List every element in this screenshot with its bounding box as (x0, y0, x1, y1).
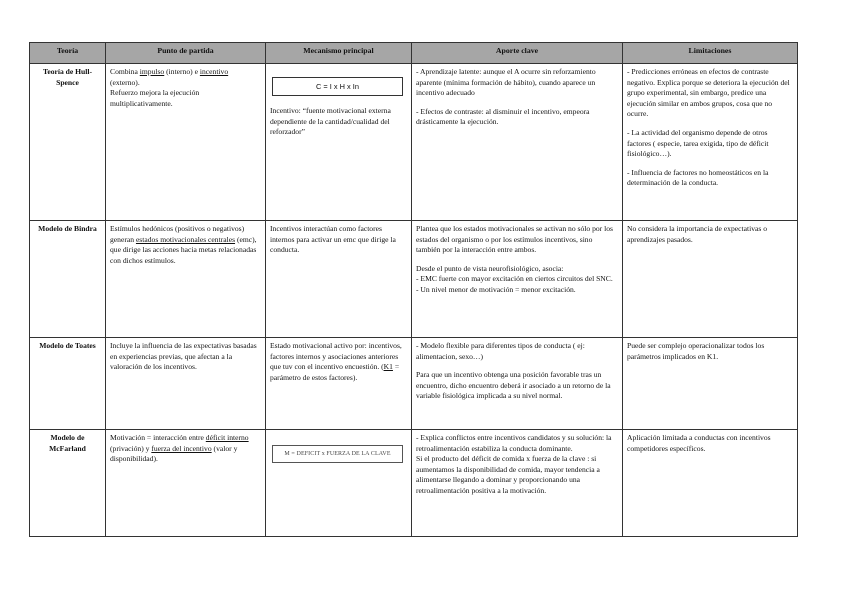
underlined-term: estados motivacionales centrales (135, 234, 236, 244)
punto-text: Incluye la influencia de las expectativas basadas en experiencias previas, que afectan a la valoración de los incentivos. (110, 341, 257, 372)
text: = parámetro de estos factores). (270, 362, 400, 382)
text: (externo). (110, 77, 140, 87)
limitaciones-paragraph: - Predicciones erróneas en efectos de contraste negativo. Explica porque se deteriora la ejecución del grupo experimental, sin embargo, predice una ejecución similar en ambos grupos, cosa que no ocurre. (627, 67, 790, 119)
mecanismo-text: Incentivos interactúan como factores internos para activar un emc que dirige la conducta. (270, 224, 396, 255)
punto-cell (106, 338, 266, 430)
aporte-paragraph: - Efectos de contraste: al disminuir el incentivo, empeora drásticamente la ejecución. (416, 106, 590, 127)
text: Estímulos hedónicos (positivos o negativos) generan (110, 224, 245, 244)
aporte-line: Desde el punto de vista neurofisiológico, asocia: (416, 263, 564, 273)
mecanismo-cell (266, 338, 412, 430)
header-mecanismo-principal: Mecanismo principal (266, 43, 412, 64)
underlined-term: incentivo (199, 67, 229, 76)
aporte-paragraph: Para que un incentivo obtenga una posición favorable tras un encuentro, dicho encuentro deberá ir asociado a un retorno de la variable fisiológica implicada a su nivel normal. (416, 370, 611, 401)
text: Combina (110, 67, 140, 76)
aporte-cell (412, 338, 623, 430)
theory-name: Modelo de McFarland (30, 430, 106, 537)
limitaciones-cell (623, 221, 798, 338)
header-limitaciones: Limitaciones (623, 43, 798, 64)
table-row (30, 64, 798, 221)
underlined-term: fuerza del incentivo (151, 443, 212, 453)
limitaciones-paragraph: Aplicación limitada a conductas con incentivos competidores específicos. (627, 433, 771, 453)
text: (interno) e (164, 67, 200, 76)
aporte-line: - EMC fuerte con mayor excitación en ciertos circuitos del SNC. (416, 274, 613, 284)
table-row (30, 221, 798, 338)
table-row (30, 338, 798, 430)
aporte-cell (412, 430, 623, 537)
header-punto-de-partida: Punto de partida (106, 43, 266, 64)
aporte-line: - Un nivel menor de motivación = menor excitación. (416, 284, 576, 294)
formula-box: C = I x H x In (272, 77, 403, 96)
aporte-paragraph: - Modelo flexible para diferentes tipos de conducta ( ej: alimentacion, sexo…) (416, 341, 585, 361)
punto-cell (106, 430, 266, 537)
header-aporte-clave: Aporte clave (412, 43, 623, 64)
limitaciones-paragraph: - Influencia de factores no homeostáticos en la determinación de la conducta. (627, 167, 769, 188)
underlined-term: impulso (139, 67, 165, 76)
header-row (30, 43, 798, 64)
aporte-cell (412, 221, 623, 338)
mecanismo-text: Incentivo: “fuente motivacional externa dependiente de la cantidad/cualidad del reforzador” (270, 106, 391, 137)
underlined-term: déficit interno (205, 433, 249, 442)
aporte-cell (412, 64, 623, 221)
limitaciones-cell (623, 430, 798, 537)
aporte-paragraph: - Aprendizaje latente: aunque el A ocurre sin reforzamiento aparente (mínima formación de hábito), cuando aparece un incentivo adecuado (416, 67, 596, 98)
text: Estado motivacional activo por: incentivos, factores internos y asociaciones anteriores que tuv con el incentivo encuestión. ( (270, 341, 402, 372)
theory-name: Modelo de Toates (30, 338, 106, 430)
formula-box: M = DEFICIT x FUERZA DE LA CLAVE (272, 445, 403, 463)
limitaciones-paragraph: - La actividad del organismo depende de otros factores ( especie, tarea exigida, tipo de déficit fisiológico…). (627, 127, 769, 159)
text: (valor y disponibilidad). (110, 443, 238, 464)
punto-cell (106, 221, 266, 338)
aporte-paragraph: Plantea que los estados motivacionales se activan no sólo por los estados del organismo o por los estímulos incentivos, sino también por la interacción entre ambos. (416, 224, 613, 255)
text: Motivación = interacción entre (110, 433, 206, 442)
limitaciones-paragraph: No considera la importancia de expectativas o aprendizajes pasados. (627, 224, 768, 244)
mecanismo-cell (266, 430, 412, 537)
header-teoria: Teoría (30, 43, 106, 64)
limitaciones-cell (623, 338, 798, 430)
text: (privación) y (110, 443, 152, 453)
aporte-line: - Explica conflictos entre incentivos candidatos y su solución: la retroalimentación estabiliza la conducta dominante. (416, 433, 612, 453)
punto-cell (106, 64, 266, 221)
text: (emc), que dirige las acciones hacia metas relacionadas con dichos estímulos. (110, 234, 257, 265)
theory-name: Modelo de Bindra (30, 221, 106, 338)
limitaciones-paragraph: Puede ser complejo operacionalizar todos los parámetros implicados en K1. (627, 341, 765, 361)
limitaciones-cell (623, 64, 798, 221)
aporte-line: Si el producto del déficit de comida x fuerza de la clave : si aumentamos la disponibilidad de comida, mayor tendencia a alimentarse llegando a dominar y proporcionando una retroalimentación positiva a la motivación. (416, 454, 600, 495)
table-row (30, 430, 798, 537)
mecanismo-cell (266, 221, 412, 338)
text: Refuerzo mejora la ejecución multiplicativamente. (110, 88, 200, 108)
theory-name: Teoría de Hull-Spence (30, 64, 106, 221)
theories-table (29, 42, 798, 537)
mecanismo-cell (266, 64, 412, 221)
underlined-term: K1 (383, 362, 393, 372)
